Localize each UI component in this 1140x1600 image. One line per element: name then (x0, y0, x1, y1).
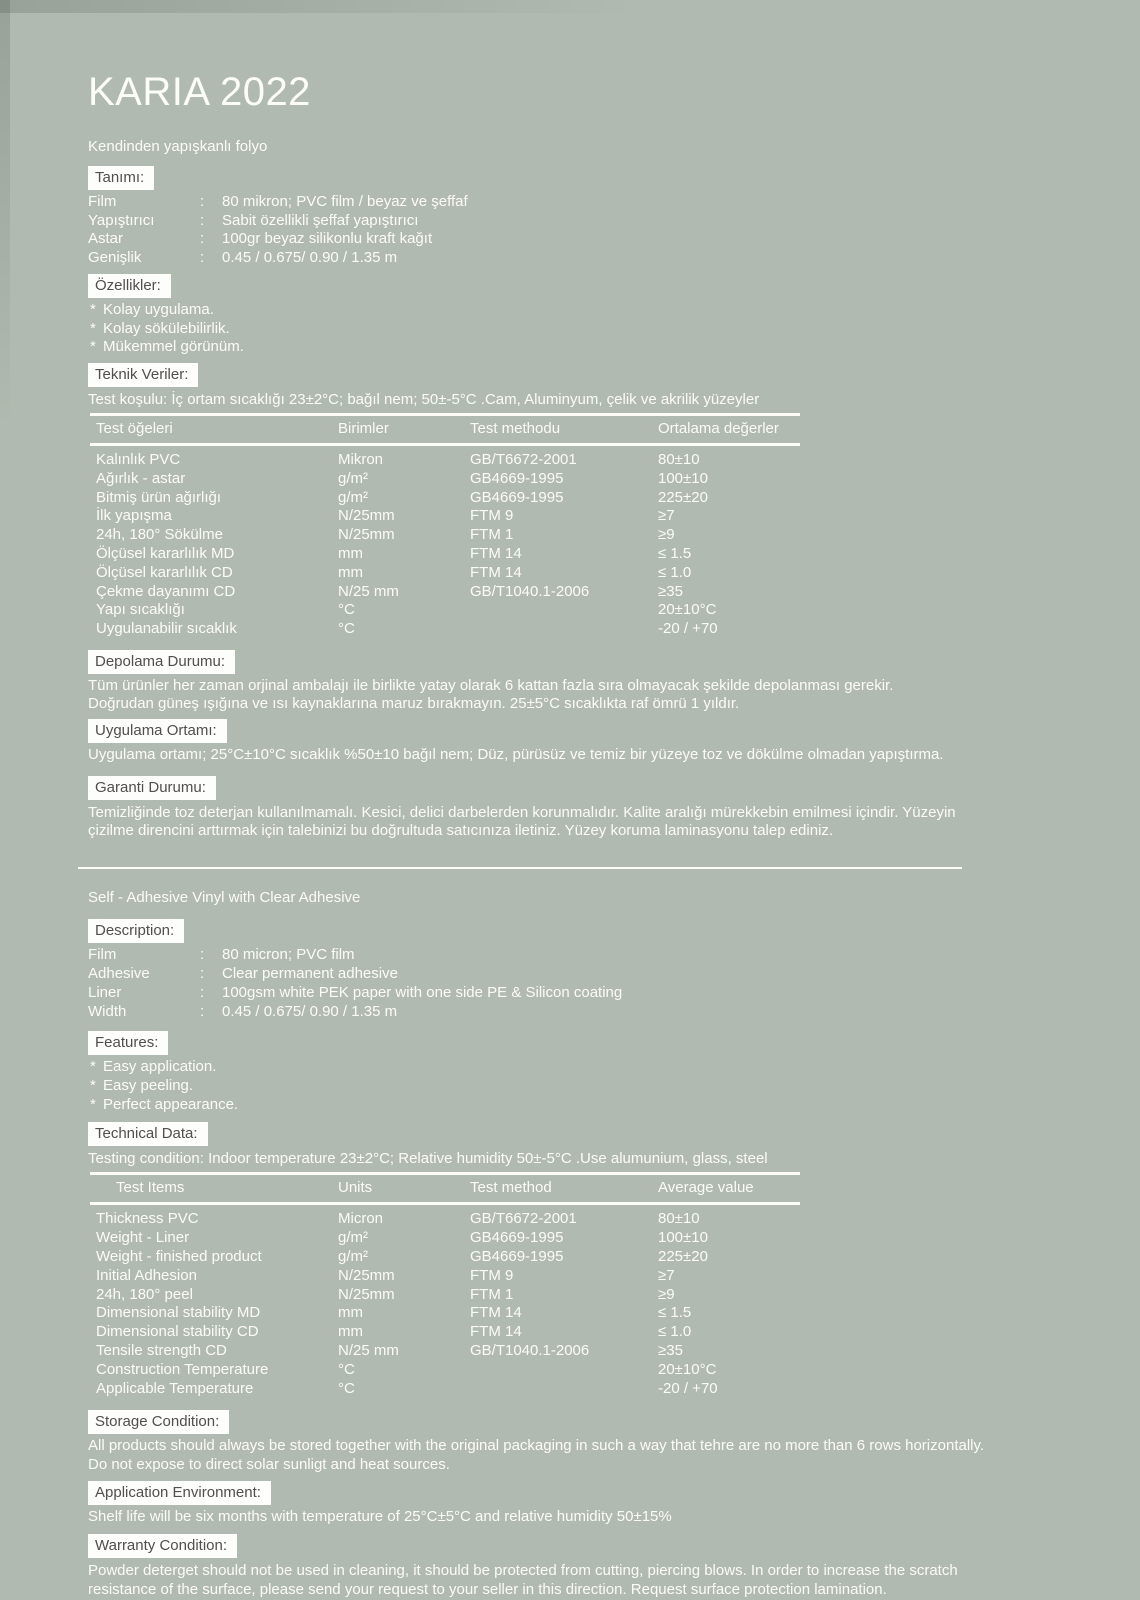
cell-value: ≤ 1.0 (658, 563, 692, 581)
table-row (90, 601, 800, 620)
cell-value: -20 / +70 (658, 1379, 718, 1397)
section-label-ozellikler: Özellikler: (88, 274, 171, 298)
warranty-text-en-line2: resistance of the surface, please send your request to your seller in this direction. Request surface protection lamination. (88, 1580, 887, 1598)
table-row (90, 545, 800, 564)
cell-test-item: Initial Adhesion (96, 1266, 197, 1284)
description-row (88, 1003, 1080, 1022)
description-key: Film (88, 946, 117, 964)
cell-units: g/m² (338, 469, 368, 487)
cell-method: GB4669-1995 (470, 469, 564, 487)
cell-value: 20±10°C (658, 1360, 717, 1378)
section-description-en (88, 919, 1080, 943)
section-storage-en (88, 1410, 1080, 1434)
section-divider-line (78, 867, 962, 869)
definition-colon: : (200, 230, 205, 248)
feature-item (88, 320, 1080, 339)
cell-test-item: Ölçüsel kararlılık CD (96, 563, 233, 581)
cell-method: GB4669-1995 (470, 488, 564, 506)
description-key: Liner (88, 983, 122, 1001)
feature-item (88, 1058, 1080, 1077)
cell-test-item: Yapı sıcaklığı (96, 601, 185, 619)
cell-units: mm (338, 563, 363, 581)
table-row (90, 1361, 800, 1380)
cell-test-item: Ağırlık - astar (96, 469, 186, 487)
section-application-tr (88, 719, 1080, 743)
cell-method: GB/T1040.1-2006 (470, 1341, 590, 1359)
description-value: 80 micron; PVC film (222, 946, 355, 964)
spec-table-tr (90, 413, 800, 641)
section-features-en (88, 1031, 1080, 1055)
cell-test-item: 24h, 180° peel (96, 1285, 193, 1303)
feature-text: Kolay uygulama. (103, 300, 214, 318)
table-row (90, 470, 800, 489)
table-row (90, 564, 800, 583)
cell-method: GB/T1040.1-2006 (470, 582, 590, 600)
cell-value: ≥7 (658, 1266, 675, 1284)
section-label-technical-data: Technical Data: (88, 1122, 208, 1146)
spec-table-header-tr (90, 416, 800, 446)
cell-units: N/25mm (338, 526, 395, 544)
cell-test-item: Uygulanabilir sıcaklık (96, 620, 237, 638)
cell-units: N/25 mm (338, 1341, 399, 1359)
application-text-en: Shelf life will be six months with temperature of 25°C±5°C and relative humidity 50±15% (88, 1507, 672, 1525)
table-row (90, 620, 800, 639)
cell-test-item: Thickness PVC (96, 1210, 199, 1228)
cell-test-item: Construction Temperature (96, 1360, 269, 1378)
table-row (90, 1210, 800, 1229)
cell-units: mm (338, 1304, 363, 1322)
cell-units: mm (338, 1323, 363, 1341)
section-warranty-en (88, 1534, 1080, 1558)
table-row (90, 1342, 800, 1361)
application-text-tr: Uygulama ortamı; 25°C±10°C sıcaklık %50±10 bağıl nem; Düz, pürüsüz ve temiz bir yüzeye toz ve dökülme olmadan yapıştırma. (88, 746, 944, 764)
cell-method: FTM 14 (470, 544, 522, 562)
feature-text: Easy application. (103, 1058, 217, 1076)
cell-method: FTM 14 (470, 1304, 522, 1322)
feature-text: Perfect appearance. (103, 1095, 239, 1113)
feature-item (88, 338, 1080, 357)
table-row (90, 1304, 800, 1323)
definition-key: Film (88, 193, 117, 210)
cell-test-item: Dimensional stability MD (96, 1304, 261, 1322)
table-row (90, 526, 800, 545)
cell-method: GB/T6672-2001 (470, 450, 577, 468)
table-row (90, 1380, 800, 1399)
definition-value: 80 mikron; PVC film / beyaz ve şeffaf (222, 193, 468, 210)
cell-value: 100±10 (658, 469, 708, 487)
feature-list-en (88, 1058, 1080, 1114)
cell-units: mm (338, 544, 363, 562)
cell-value: 80±10 (658, 1210, 700, 1228)
section-label-warranty-condition: Warranty Condition: (88, 1534, 237, 1558)
definition-colon: : (200, 193, 205, 210)
description-colon: : (200, 1002, 205, 1020)
cell-units: N/25mm (338, 1285, 395, 1303)
description-key: Adhesive (88, 965, 150, 983)
section-label-application-environment: Application Environment: (88, 1481, 271, 1505)
cell-method: FTM 9 (470, 507, 514, 525)
table-row (90, 1286, 800, 1305)
section-label-storage-condition: Storage Condition: (88, 1410, 229, 1434)
spec-table-en (90, 1172, 800, 1400)
section-label-description: Description: (88, 919, 184, 943)
cell-method (470, 620, 658, 639)
test-condition-tr: Test koşulu: İç ortam sıcaklığı 23±2°C; bağıl nem; 50±-5°C .Cam, Aluminyum, çelik ve akrilik yüzeyler (88, 390, 760, 408)
cell-units: °C (338, 1360, 355, 1378)
warranty-text-tr-line2: çizilme direncini arttırmak için talebinizi bu doğrultuda satıcınıza iletiniz. Yüzey koruma laminasyonu talep ediniz. (88, 822, 834, 840)
cell-units: N/25mm (338, 1266, 395, 1284)
col-header-average: Ortalama değerler (658, 419, 779, 437)
definition-colon: : (200, 211, 205, 229)
col-header-method: Test methodu (470, 419, 561, 437)
definition-value: Sabit özellikli şeffaf yapıştırıcı (222, 211, 419, 229)
cell-method: GB/T6672-2001 (470, 1210, 577, 1228)
table-row (90, 1323, 800, 1342)
definition-key: Astar (88, 230, 124, 248)
product-subtitle-en: Self - Adhesive Vinyl with Clear Adhesive (88, 888, 361, 906)
cell-units: g/m² (338, 1247, 368, 1265)
definition-colon: : (200, 249, 205, 267)
section-label-features: Features: (88, 1031, 168, 1055)
cell-units: g/m² (338, 488, 368, 506)
asterisk-bullet: * (90, 1076, 96, 1094)
cell-test-item: Ölçüsel kararlılık MD (96, 544, 235, 562)
cell-units: °C (338, 1379, 355, 1397)
feature-item (88, 1096, 1080, 1115)
cell-units: N/25 mm (338, 582, 399, 600)
section-application-en (88, 1481, 1080, 1505)
cell-method: FTM 1 (470, 526, 514, 544)
cell-test-item: Çekme dayanımı CD (96, 582, 236, 600)
storage-text-en-line1: All products should always be stored together with the original packaging in such a way that tehre are no more than 6 rows horizontally. (88, 1437, 985, 1455)
table-row (90, 489, 800, 508)
definition-row (88, 230, 1080, 249)
section-label-tanimi: Tanımı: (88, 166, 154, 190)
cell-test-item: 24h, 180° Sökülme (96, 526, 223, 544)
table-row (90, 1248, 800, 1267)
cell-value: 100±10 (658, 1229, 708, 1247)
section-warranty-tr (88, 776, 1080, 800)
feature-text: Mükemmel görünüm. (103, 338, 244, 356)
cell-method: FTM 1 (470, 1285, 514, 1303)
table-row (90, 507, 800, 526)
cell-value: 20±10°C (658, 601, 717, 619)
description-colon: : (200, 965, 205, 983)
cell-test-item: Kalınlık PVC (96, 450, 181, 468)
cell-value: ≤ 1.0 (658, 1323, 692, 1341)
cell-test-item: Tensile strength CD (96, 1341, 227, 1359)
definition-key: Genişlik (88, 249, 142, 267)
asterisk-bullet: * (90, 1095, 96, 1113)
table-row (90, 1267, 800, 1286)
asterisk-bullet: * (90, 300, 96, 318)
asterisk-bullet: * (90, 1058, 96, 1076)
cell-value: 80±10 (658, 450, 700, 468)
warranty-text-en-line1: Powder deterget should not be used in cleaning, it should be protected from cutting, piercing blows. In order to increase the scratch (88, 1562, 958, 1580)
cell-value: ≥35 (658, 1341, 683, 1359)
section-storage-tr (88, 650, 1080, 674)
cell-method (470, 1361, 658, 1380)
definition-value: 100gr beyaz silikonlu kraft kağıt (222, 230, 433, 248)
table-row (90, 583, 800, 602)
section-label-depolama: Depolama Durumu: (88, 650, 235, 674)
cell-test-item: Dimensional stability CD (96, 1323, 259, 1341)
description-value: Clear permanent adhesive (222, 965, 398, 983)
feature-item (88, 1077, 1080, 1096)
cell-value: ≤ 1.5 (658, 1304, 692, 1322)
description-row (88, 965, 1080, 984)
page-title: KARIA 2022 (88, 70, 311, 114)
col-header-method: Test method (470, 1179, 552, 1197)
col-header-test-items: Test Items (116, 1179, 185, 1197)
description-colon: : (200, 983, 205, 1001)
spec-table-body-tr (90, 446, 800, 641)
definition-list-tr (88, 193, 1080, 268)
definition-value: 0.45 / 0.675/ 0.90 / 1.35 m (222, 249, 398, 267)
definition-row (88, 249, 1080, 268)
spec-table-body-en (90, 1205, 800, 1400)
cell-units: g/m² (338, 1229, 368, 1247)
feature-text: Easy peeling. (103, 1076, 194, 1094)
section-features-tr (88, 274, 1080, 298)
cell-method (470, 1380, 658, 1399)
cell-units: Micron (338, 1210, 384, 1228)
feature-list-tr (88, 301, 1080, 357)
table-row (90, 451, 800, 470)
cell-value: 225±20 (658, 1247, 708, 1265)
test-condition-en: Testing condition: Indoor temperature 23±2°C; Relative humidity 50±-5°C .Use alumunium, glass, steel (88, 1150, 768, 1168)
col-header-units: Birimler (338, 419, 389, 437)
cell-value: ≥9 (658, 526, 675, 544)
cell-units: °C (338, 620, 355, 638)
definition-row (88, 212, 1080, 231)
storage-text-tr-line2: Doğrudan güneş ışığına ve ısı kaynaklarına maruz bırakmayın. 25±5°C sıcaklıkta raf ömrü 1 yıldır. (88, 695, 740, 713)
cell-value: ≥35 (658, 582, 683, 600)
definition-row (88, 193, 1080, 212)
section-technical-en (88, 1122, 1080, 1146)
section-label-uygulama-ortami: Uygulama Ortamı: (88, 719, 227, 743)
table-row (90, 1229, 800, 1248)
storage-text-tr-line1: Tüm ürünler her zaman orjinal ambalajı ile birlikte yatay olarak 6 kattan fazla sıra olmayacak şekilde depolanması gerekir. (88, 676, 894, 694)
description-value: 0.45 / 0.675/ 0.90 / 1.35 m (222, 1002, 398, 1020)
section-label-garanti: Garanti Durumu: (88, 776, 216, 800)
cell-value: ≥9 (658, 1285, 675, 1303)
asterisk-bullet: * (90, 338, 96, 356)
cell-value: 225±20 (658, 488, 708, 506)
description-row (88, 984, 1080, 1003)
asterisk-bullet: * (90, 319, 96, 337)
description-key: Width (88, 1002, 127, 1020)
cell-units: °C (338, 601, 355, 619)
cell-test-item: Weight - Liner (96, 1229, 190, 1247)
description-list-en (88, 946, 1080, 1021)
section-technical-tr (88, 363, 1080, 387)
section-definition-tr (88, 166, 1080, 190)
feature-text: Kolay sökülebilirlik. (103, 319, 230, 337)
cell-method: FTM 14 (470, 563, 522, 581)
cell-test-item: İlk yapışma (96, 507, 172, 525)
col-header-test-items: Test öğeleri (96, 419, 173, 437)
warranty-text-tr-line1: Temizliğinde toz deterjan kullanılmamalı. Kesici, delici darbelerden korunmalıdır. Kalite aralığı mürekkebin emilmesi içindir. Yüzeyin (88, 803, 956, 821)
cell-test-item: Weight - finished product (96, 1247, 262, 1265)
description-row (88, 946, 1080, 965)
cell-test-item: Bitmiş ürün ağırlığı (96, 488, 222, 506)
cell-value: ≤ 1.5 (658, 544, 692, 562)
description-value: 100gsm white PEK paper with one side PE & Silicon coating (222, 983, 623, 1001)
storage-text-en-line2: Do not expose to direct solar sunligt and heat sources. (88, 1455, 450, 1473)
cell-method: GB4669-1995 (470, 1229, 564, 1247)
section-label-teknik-veriler: Teknik Veriler: (88, 363, 198, 387)
definition-key: Yapıştırıcı (88, 211, 155, 229)
col-header-average: Average value (658, 1179, 754, 1197)
description-colon: : (200, 946, 205, 964)
cell-units: Mikron (338, 450, 384, 468)
cell-test-item: Applicable Temperature (96, 1379, 254, 1397)
cell-value: -20 / +70 (658, 620, 718, 638)
feature-item (88, 301, 1080, 320)
spec-table-header-en (90, 1175, 800, 1205)
cell-method: FTM 9 (470, 1266, 514, 1284)
product-subtitle-tr: Kendinden yapışkanlı folyo (88, 138, 268, 155)
cell-value: ≥7 (658, 507, 675, 525)
cell-units: N/25mm (338, 507, 395, 525)
cell-method (470, 601, 658, 620)
col-header-units: Units (338, 1179, 373, 1197)
cell-method: FTM 14 (470, 1323, 522, 1341)
cell-method: GB4669-1995 (470, 1247, 564, 1265)
